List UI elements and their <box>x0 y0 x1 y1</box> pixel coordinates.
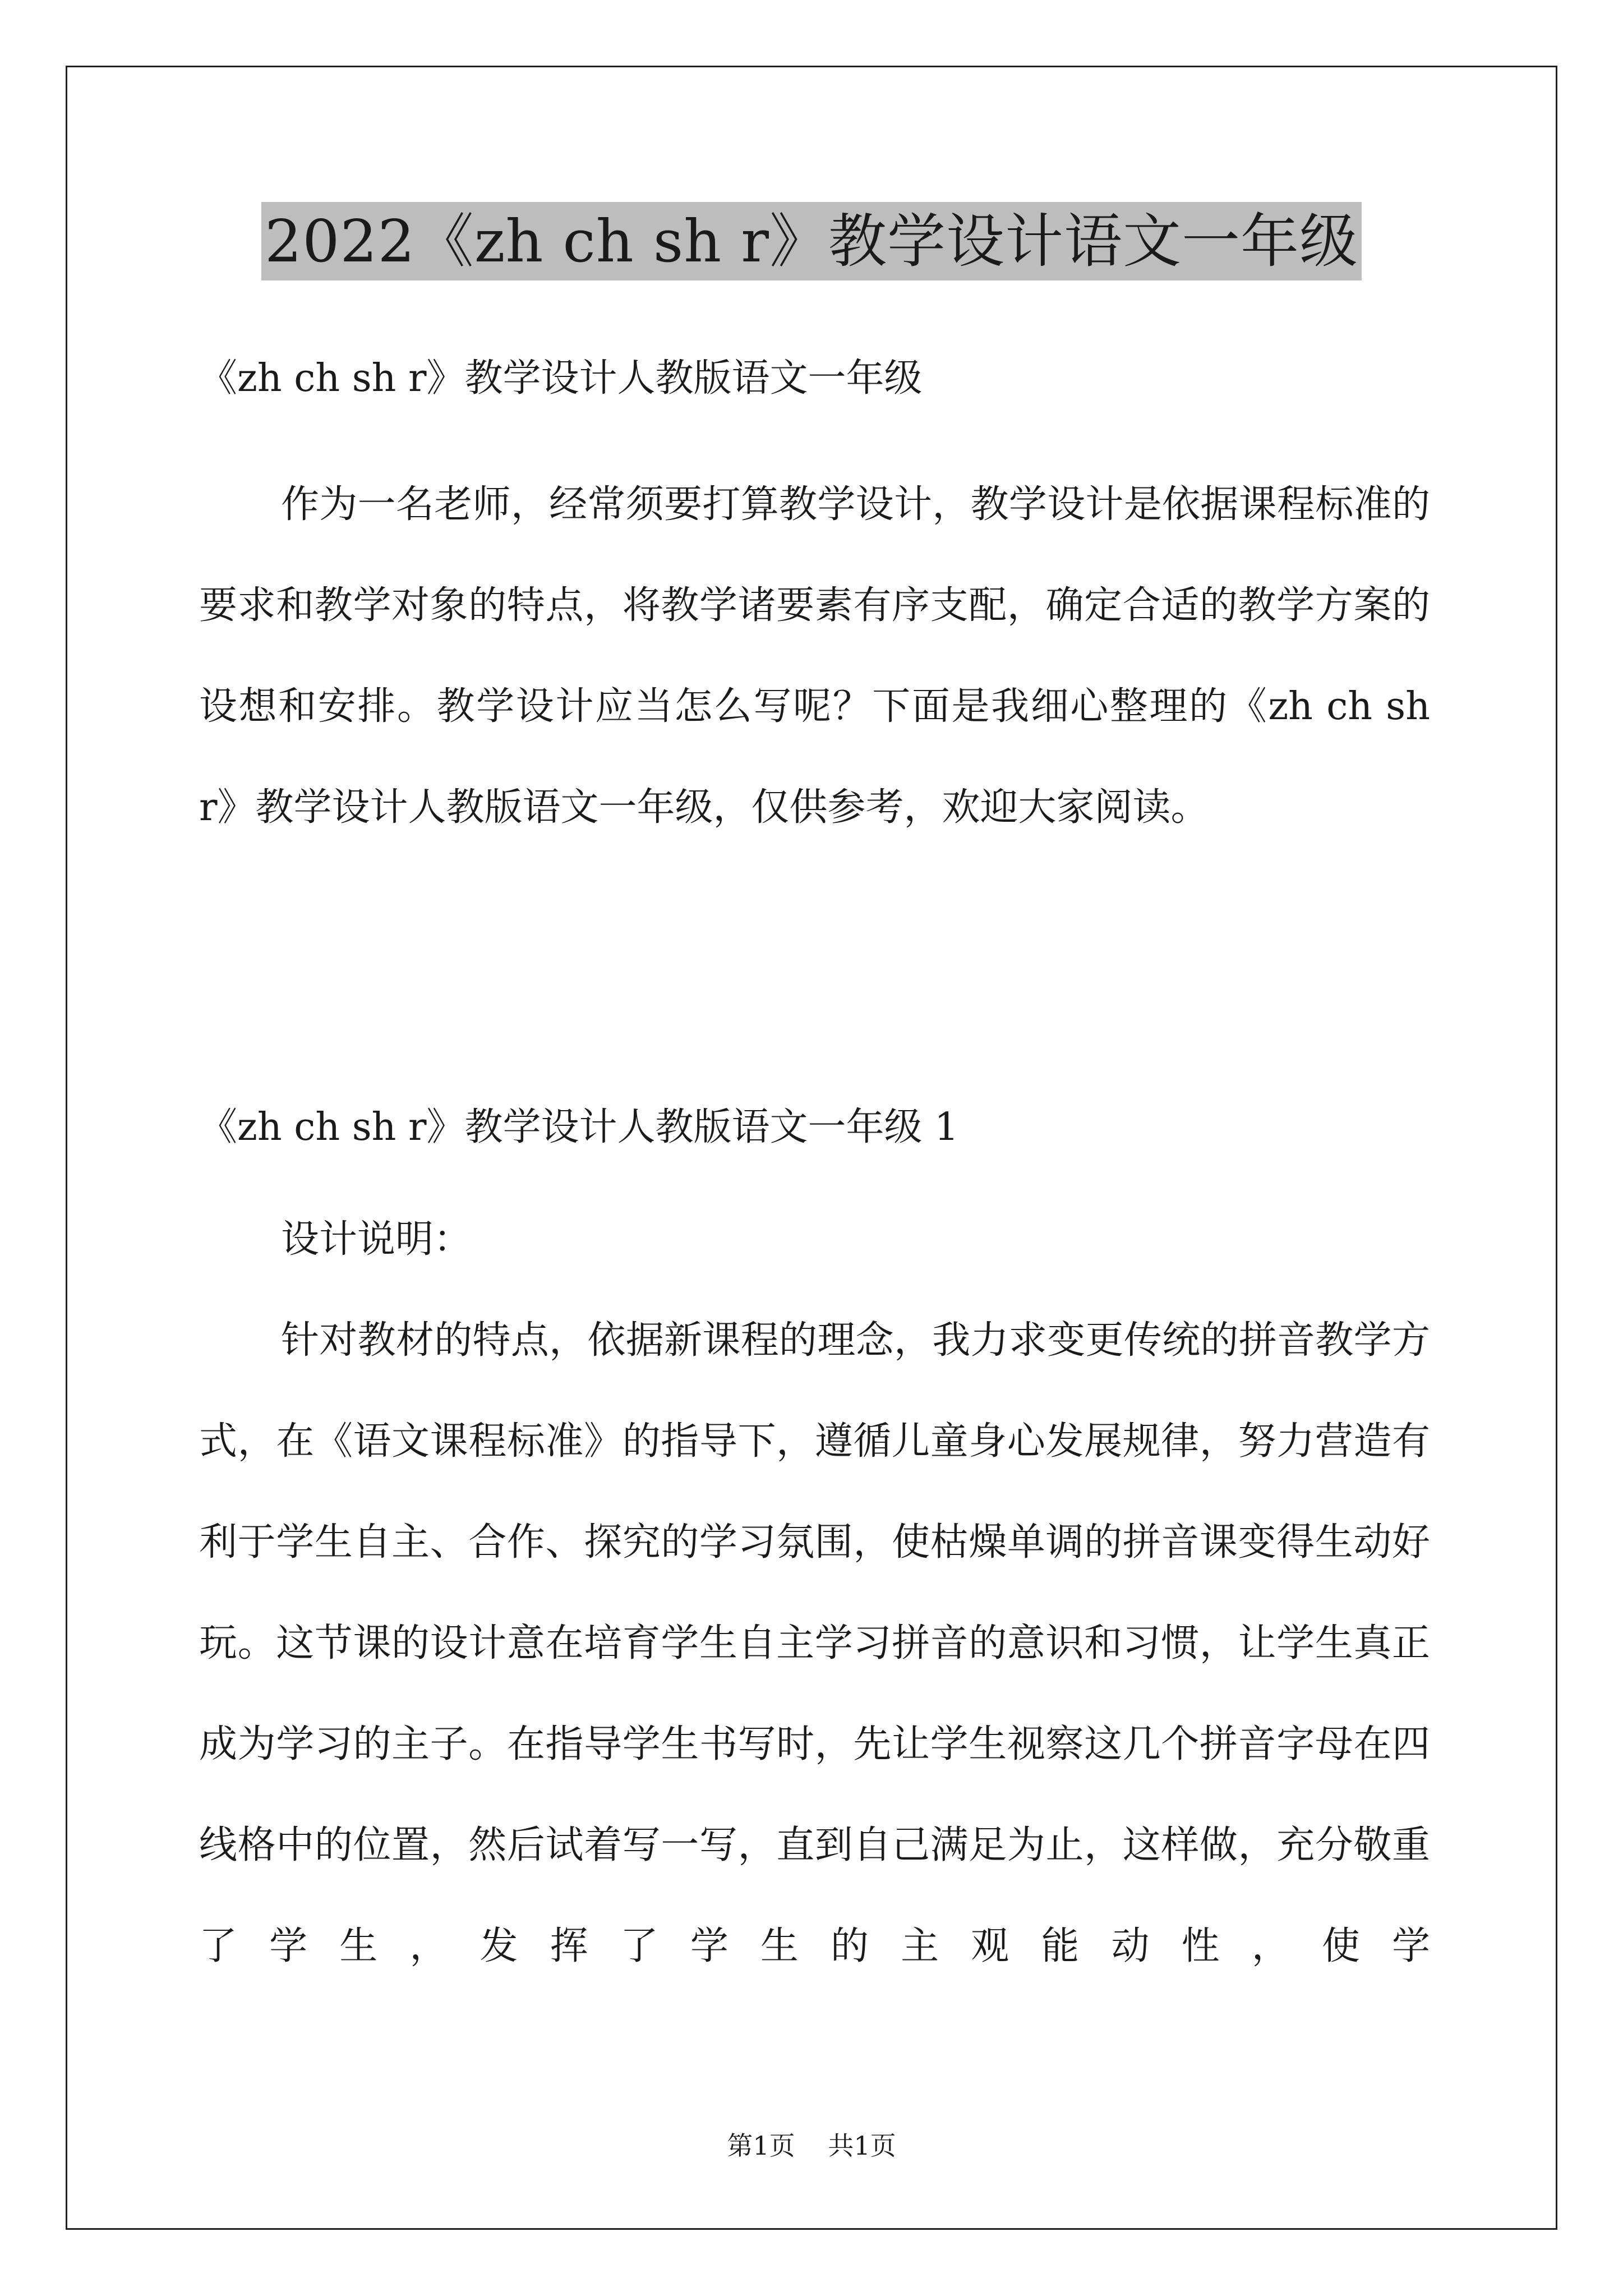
page-total: 共1页 <box>828 2131 896 2161</box>
design-paragraph: 针对教材的特点，依据新课程的理念，我力求变更传统的拼音教学方式，在《语文课程标准》的指导下，遵循儿童身心发展规律，努力营造有利于学生自主、合作、探究的学习氛围，使枯燥单调的拼音课变得生动好玩。这节课的设计意在培育学生自主学习拼音的意识和习惯，让学生真正成为学习的主子。在指导学生书写时，先让学生视察这几个拼音字母在四线格中的位置，然后试着写一写，直到自己满足为止，这样做，充分敬重了学生，发挥了学生的主观能动性，使学 <box>199 1318 1430 1968</box>
title-container <box>0 202 1623 280</box>
design-label: 设计说明： <box>281 1217 472 1262</box>
page-number: 第1页 <box>727 2131 795 2161</box>
document-subtitle: 《zh ch sh r》教学设计人教版语文一年级 <box>199 356 923 401</box>
document-title: 2022《zh ch sh r》教学设计语文一年级 <box>261 202 1362 280</box>
section-heading: 《zh ch sh r》教学设计人教版语文一年级 1 <box>199 1105 959 1149</box>
intro-paragraph: 作为一名老师，经常须要打算教学设计，教学设计是依据课程标准的要求和教学对象的特点，将教学诸要素有序支配，确定合适的教学方案的设想和安排。教学设计应当怎么写呢？下面是我细心整理的《zh ch sh r》教学设计人教版语文一年级，仅供参考，欢迎大家阅读。 <box>199 482 1430 830</box>
page-footer <box>0 2129 1623 2162</box>
